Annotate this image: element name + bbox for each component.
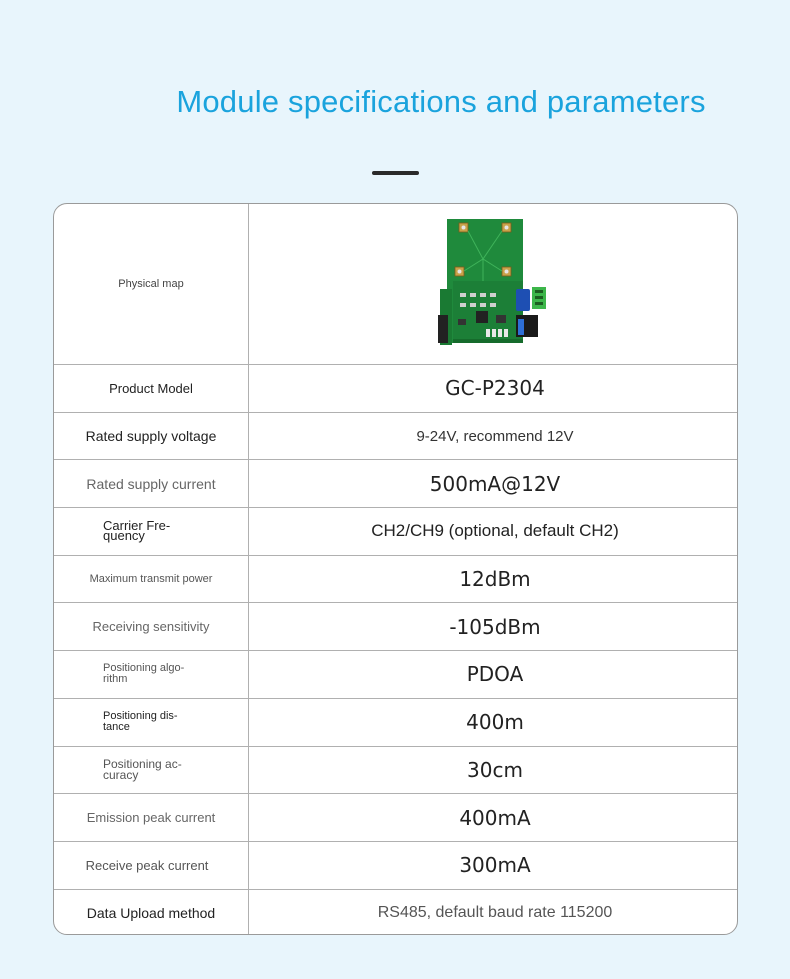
- row-label-rated-supply-current: Rated supply current: [54, 460, 249, 507]
- row-value-positioning-accuracy: 30cm: [467, 757, 523, 782]
- table-row: [54, 204, 737, 365]
- row-value-emission-peak-current: 400mA: [459, 805, 531, 830]
- row-value-receiving-sensitivity: -105dBm: [449, 614, 541, 639]
- row-value-max-transmit-power: 12dBm: [459, 567, 531, 592]
- table-row: [54, 365, 737, 413]
- table-row: [54, 794, 737, 842]
- row-label-positioning-algorithm: Positioning algo-rithm: [103, 662, 185, 686]
- table-row: [54, 890, 737, 935]
- row-label-positioning-distance: Positioning dis-tance: [103, 710, 178, 734]
- title-divider: [372, 171, 419, 175]
- row-value-receive-peak-current: 300mA: [459, 853, 531, 878]
- table-row: [54, 556, 737, 604]
- row-label-max-transmit-power: Maximum transmit power: [54, 556, 249, 603]
- row-value-rated-supply-voltage: 9-24V, recommend 12V: [416, 427, 574, 445]
- pcb-board-image: [438, 219, 553, 349]
- table-row: [54, 747, 737, 795]
- row-value-data-upload-method: RS485, default baud rate 115200: [377, 904, 613, 922]
- row-label-receive-peak-current: Receive peak current: [54, 842, 249, 889]
- page-title: Module specifications and parameters: [176, 84, 706, 119]
- spec-table: [53, 203, 738, 935]
- row-value-physical-map: [249, 204, 737, 364]
- table-row: [54, 699, 737, 747]
- table-row: [54, 508, 737, 556]
- row-label-data-upload-method: Data Upload method: [54, 890, 249, 935]
- row-label-physical-map: Physical map: [54, 204, 249, 364]
- row-label-rated-supply-voltage: Rated supply voltage: [54, 413, 249, 460]
- row-value-positioning-algorithm: PDOA: [466, 662, 524, 687]
- row-label-emission-peak-current: Emission peak current: [54, 794, 249, 841]
- table-row: [54, 413, 737, 461]
- row-label-receiving-sensitivity: Receiving sensitivity: [54, 603, 249, 650]
- row-value-carrier-frequency: CH2/CH9 (optional, default CH2): [371, 521, 619, 541]
- row-label-carrier-frequency: Carrier Fre-quency: [103, 518, 171, 544]
- row-value-product-model: GC-P2304: [445, 376, 545, 401]
- table-row: [54, 842, 737, 890]
- table-row: [54, 603, 737, 651]
- row-value-rated-supply-current: 500mA@12V: [429, 471, 561, 496]
- module-photo: [438, 219, 553, 349]
- row-value-positioning-distance: 400m: [466, 710, 524, 735]
- row-label-positioning-accuracy: Positioning ac-curacy: [103, 756, 182, 782]
- row-label-product-model: Product Model: [54, 365, 249, 412]
- table-row: [54, 460, 737, 508]
- table-row: [54, 651, 737, 699]
